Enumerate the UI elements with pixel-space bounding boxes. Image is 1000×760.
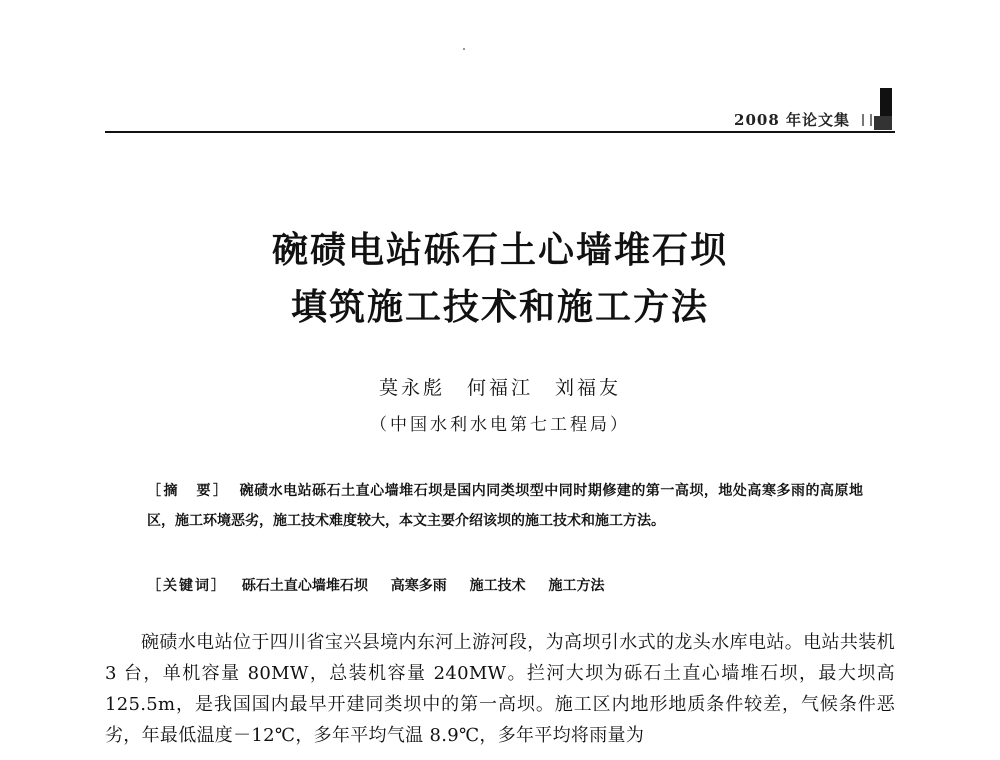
author-affiliation: （中国水利水电第七工程局） [370, 415, 630, 435]
abstract-text: 碗碛水电站砾石土直心墙堆石坝是国内同类坝型中同时期修建的第一高坝，地处高寒多雨的高原地区，施工环境恶劣，施工技术难度较大，本文主要介绍该坝的施工技术和施工方法。 [147, 483, 864, 529]
keyword-item: 砾石土直心墙堆石坝 [241, 578, 368, 594]
keyword-item: 施工技术 [469, 578, 526, 594]
author-list: 莫永彪 何福江 刘福友 [378, 377, 621, 399]
abstract [147, 476, 863, 536]
header-rule [105, 131, 895, 133]
abstract-label: ［摘 要］ [147, 483, 230, 499]
keyword-item: 高寒多雨 [390, 578, 447, 594]
body-paragraph: 碗碛水电站位于四川省宝兴县境内东河上游河段，为高坝引水式的龙头水库电站。电站共装机 3 台，单机容量 80MW，总装机容量 240MW。拦河大坝为砾石土直心墙堆石坝，最大坝高 125.5m，是我国国内最早开建同类坝中的第一高坝。施工区内地形地质条件较差，气候条件恶劣，年最低温度－12℃，多年平均气温 8.9℃，多年平均将雨量为 [105, 632, 895, 746]
keywords-label: ［关键词］ [147, 578, 227, 594]
running-header: 2008 年论文集 [734, 111, 850, 129]
keywords [147, 571, 863, 601]
header-tick-mark [862, 114, 872, 126]
keyword-item: 施工方法 [548, 578, 605, 594]
paper-title-line-1: 碗碛电站砾石土心墙堆石坝 [271, 229, 728, 271]
scan-speck [463, 48, 465, 50]
corner-thumb-mark-lower [874, 116, 892, 130]
paper-title-line-2: 填筑施工技术和施工方法 [290, 286, 709, 328]
